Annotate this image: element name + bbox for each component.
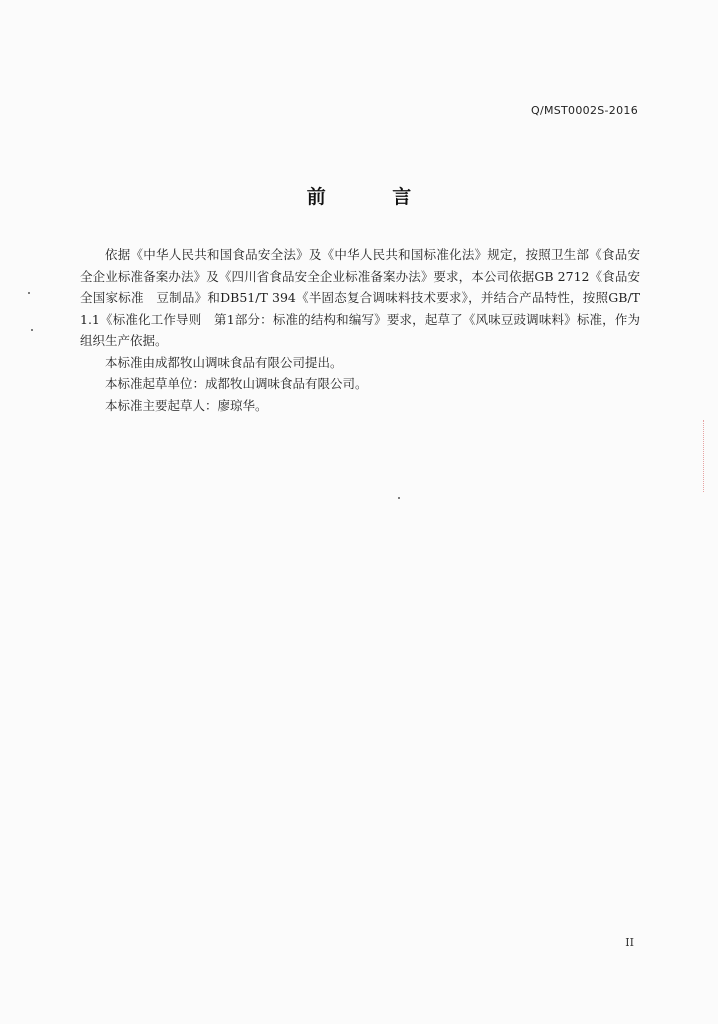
page-number: II (625, 936, 634, 949)
paragraph-main-drafter: 本标准主要起草人：廖琼华。 (105, 397, 268, 413)
paragraph-basis: 依据《中华人民共和国食品安全法》及《中华人民共和国标准化法》规定，按照卫生部《食品安全企业标准备案办法》及《四川省食品安全企业标准备案办法》要求，本公司依据GB 2712《食品安全国家标准 豆制品》和DB51/T 394《半固态复合调味料技术要求》，并结合产品特性，按照GB/T 1.1《标准化工作导则 第1部分：标准的结构和编写》要求，起草了《风味豆豉调味料》标准，作为组织生产依据。 (80, 247, 640, 348)
paragraph-drafting-unit: 本标准起草单位：成都牧山调味食品有限公司。 (105, 376, 368, 391)
page-title: 前 言 (306, 186, 442, 208)
scan-edge-mark (703, 420, 718, 492)
foreword-body (80, 244, 640, 416)
document-code: Q/MST0002S-2016 (531, 104, 638, 117)
paragraph-proposer: 本标准由成都牧山调味食品有限公司提出。 (105, 354, 343, 370)
scan-speck (31, 329, 33, 331)
scan-speck (398, 497, 400, 499)
scan-speck (28, 292, 30, 294)
